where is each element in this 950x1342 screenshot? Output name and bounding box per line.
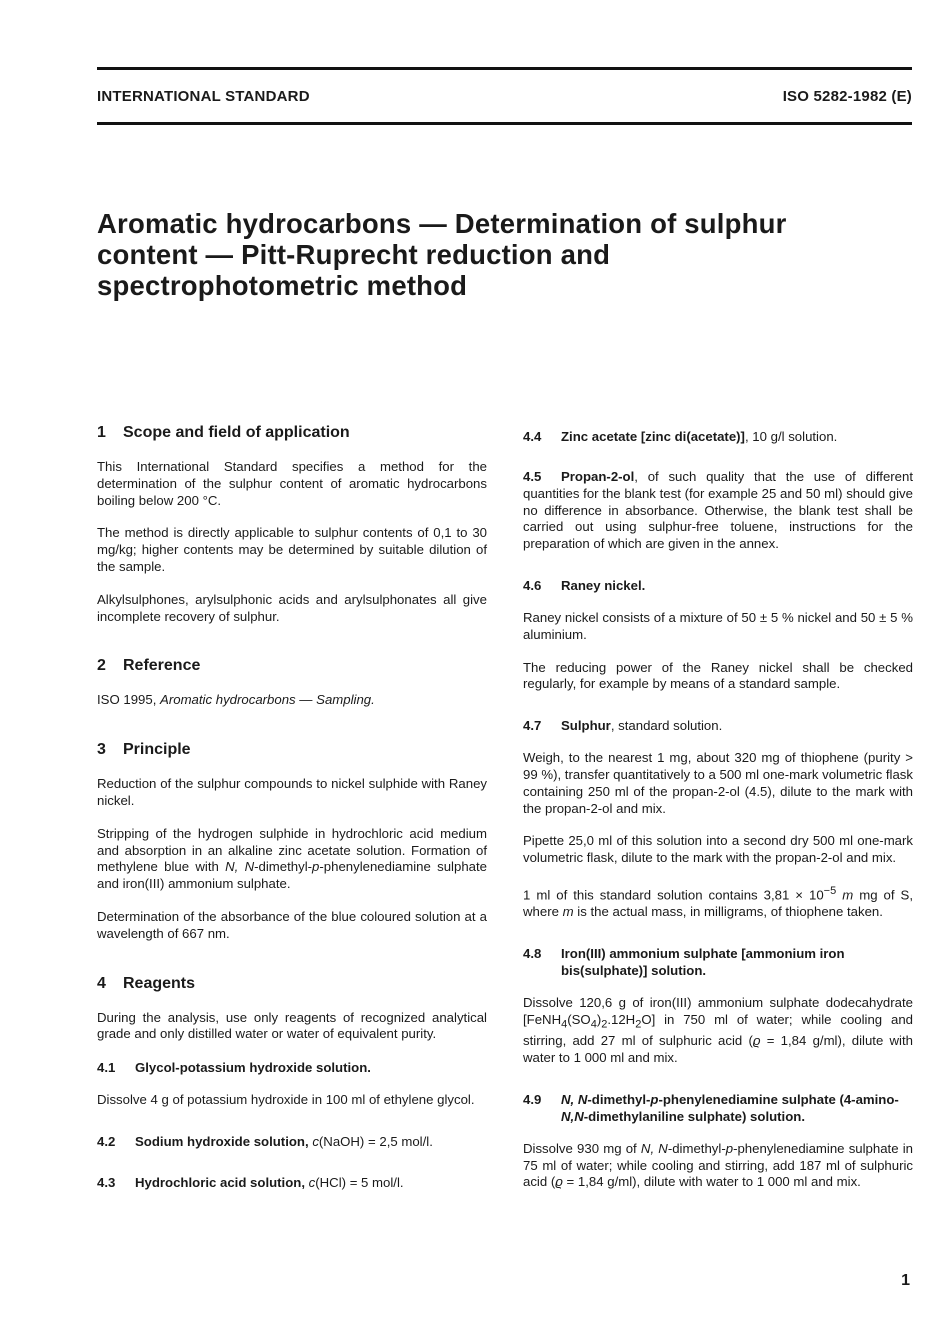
section-number: 4 [97, 974, 106, 992]
subsection-4-8-heading: 4.8 Iron(III) ammonium sulphate [ammonium iron bis(sulphate)] solution. [523, 945, 845, 978]
paragraph: During the analysis, use only reagents of recognized analytical grade and only distilled water or water of equivalent purity. [97, 1009, 487, 1042]
paragraph: Alkylsulphones, arylsulphonic acids and arylsulphonates all give incomplete recovery of sulphur. [97, 591, 487, 624]
paragraph: Dissolve 4 g of potassium hydroxide in 100 ml of ethylene glycol. [97, 1092, 475, 1108]
standard-number: ISO 5282-1982 (E) [782, 88, 912, 105]
subsection-4-3-heading: 4.3 Hydrochloric acid solution, c(HCl) = 5 mol/l. [97, 1174, 404, 1190]
section-3-heading [97, 741, 487, 759]
paragraph: The reducing power of the Raney nickel shall be checked regularly, for example by means of a standard sample. [523, 659, 913, 692]
title-line-1: Aromatic hydrocarbons — Determination of sulphur [97, 208, 787, 239]
section-4-heading [97, 975, 487, 993]
subsection-4-5-paragraph: 4.5 Propan-2-ol, of such quality that the use of different quantities for the blank test (for example 25 and 50 ml) should give no difference in absorbance. Otherwise, the blank test shall be carried out using sulphur-free toluene, instructions for the preparation of which are given in the annex. [523, 469, 913, 552]
header-bottom-rule [97, 122, 912, 125]
paragraph: Raney nickel consists of a mixture of 50 ± 5 % nickel and 50 ± 5 % aluminium. [523, 609, 913, 642]
paragraph: The method is directly applicable to sulphur contents of 0,1 to 30 mg/kg; higher contents may be determined by suitable dilution of the sample. [97, 525, 487, 574]
section-title: Reagents [123, 974, 196, 992]
header-top-rule [97, 67, 912, 70]
paragraph: Dissolve 930 mg of N, N-dimethyl-p-phenylenediamine sulphate in 75 ml of water; while cooling and stirring, add 187 ml of sulphuric acid (ϱ = 1,84 g/ml), dilute with water to 1 000 ml and mix. [523, 1140, 914, 1190]
title-line-2: content — Pitt-Ruprecht reduction and [97, 239, 611, 270]
subsection-4-1-heading: 4.1 Glycol-potassium hydroxide solution. [97, 1060, 371, 1076]
subsection-4-9-heading: 4.9 N, N-dimethyl-p-phenylenediamine sulphate (4-amino-N,N-dimethylaniline sulphate) solution. [523, 1091, 899, 1124]
subsection-4-4-heading: 4.4 Zinc acetate [zinc di(acetate)], 10 g/l solution. [523, 429, 838, 444]
paragraph: Dissolve 120,6 g of iron(III) ammonium sulphate dodecahydrate $[FeNH_4(SO_4)_2.12H_2O]$ in 750 ml of water; while cooling and stirring, add 27 ml of sulphuric acid (ϱ = 1,84 g/ml), dilute with water to 1 000 ml and mix. [523, 994, 913, 1065]
section-title: Scope and field of application [123, 424, 350, 441]
subsection-4-7-heading: 4.7 Sulphur, standard solution. [523, 718, 723, 734]
reference-paragraph: ISO 1995, Aromatic hydrocarbons — Sampling. [97, 692, 375, 708]
reference-title: Aromatic hydrocarbons — Sampling. [160, 692, 375, 708]
section-1-heading [97, 424, 487, 442]
document-title [97, 208, 897, 301]
title-line-3: spectrophotometric method [97, 270, 468, 301]
subsection-4-2-heading: 4.2 Sodium hydroxide solution, c(NaOH) = 2,5 mol/l. [97, 1133, 433, 1149]
paragraph: Reduction of the sulphur compounds to nickel sulphide with Raney nickel. [97, 776, 487, 808]
section-title: Principle [123, 741, 191, 759]
section-2-heading [97, 657, 487, 675]
paragraph: Determination of the absorbance of the blue coloured solution at a wavelength of 667 nm. [97, 908, 487, 941]
paragraph: 1 ml of this standard solution contains $3,81 \times 10^{-5}$ m mg of S, where m is the actual mass, in milligrams, of thiophene taken. [523, 884, 913, 920]
left-column [97, 424, 487, 1207]
section-title: Reference [123, 657, 201, 675]
section-number: 2 [97, 657, 106, 675]
section-number: 1 [97, 424, 106, 441]
paragraph: Stripping of the hydrogen sulphide in hydrochloric acid medium and absorption in an alkaline zinc acetate solution. Formation of methylene blue with N, N-dimethyl-p-phenylenediamine sulphate and iron(III) ammonium sulphate. [97, 825, 487, 892]
subsection-4-6-heading: 4.6 Raney nickel. [523, 577, 646, 593]
document-type: INTERNATIONAL STANDARD [97, 88, 310, 105]
section-number: 3 [97, 741, 106, 759]
right-column [523, 428, 913, 1207]
paragraph: Pipette 25,0 ml of this solution into a second dry 500 ml one-mark volumetric flask, dilute to the mark with the propan-2-ol and mix. [523, 833, 913, 866]
page-number: 1 [901, 1272, 910, 1289]
paragraph: Weigh, to the nearest 1 mg, about 320 mg of thiophene (purity > 99 %), transfer quantitatively to a 500 ml one-mark volumetric flask containing 250 ml of the propan-2-ol (4.5), dilute to the mark with the propan-2-ol and mix. [523, 750, 913, 816]
paragraph: This International Standard specifies a method for the determination of the sulphur content of aromatic hydrocarbons boiling below 200 °C. [97, 459, 487, 508]
